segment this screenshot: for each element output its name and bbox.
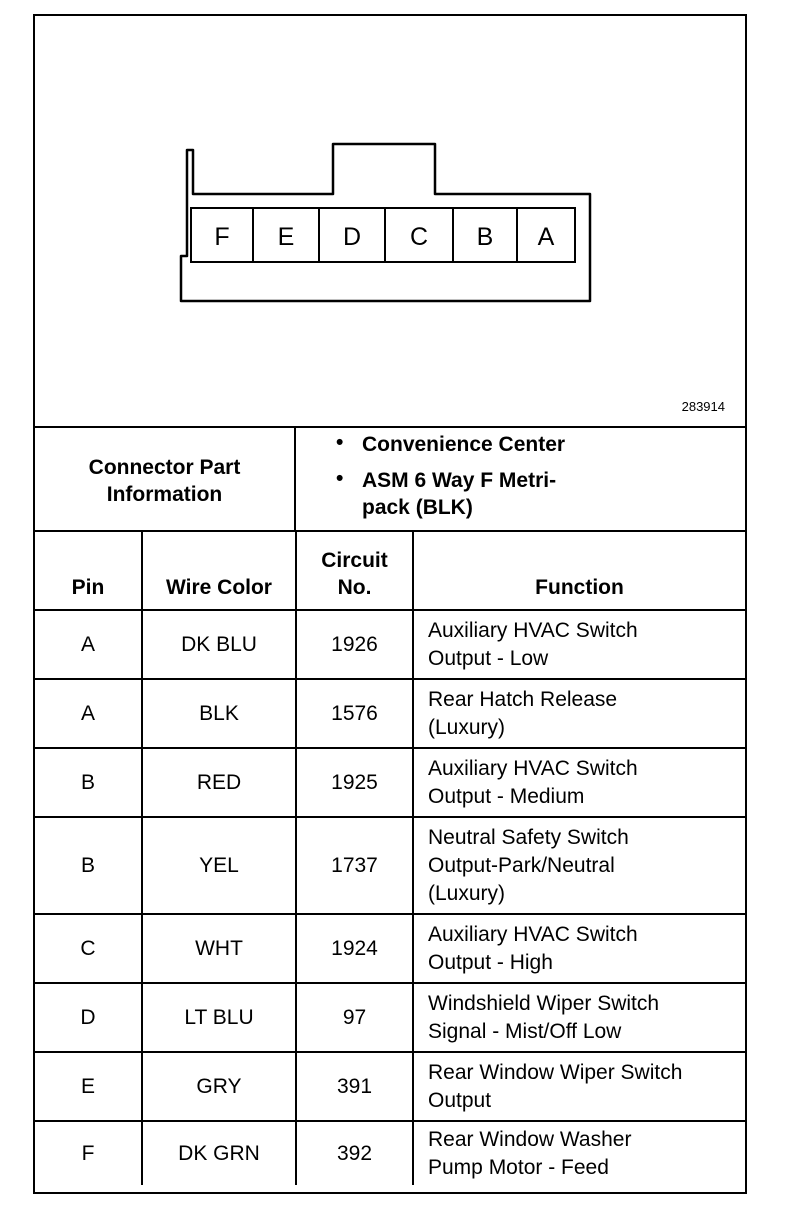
circuit-cell: 1926 <box>296 610 413 679</box>
pin-table <box>35 532 745 1185</box>
connector-part-info-label-text: Connector Part Information <box>88 456 241 506</box>
pin-cell: F <box>35 1121 142 1185</box>
connector-info-item: • ASM 6 Way F Metri-pack (BLK) <box>336 467 557 519</box>
function-line: Windshield Wiper Switch <box>428 991 660 1015</box>
wire-color-cell: RED <box>142 748 296 817</box>
wire-color-cell: BLK <box>142 679 296 748</box>
function-cell <box>413 748 745 817</box>
header-wire-color: Wire Color <box>142 532 296 610</box>
circuit-cell: 391 <box>296 1052 413 1121</box>
table-row <box>35 610 745 679</box>
table-row <box>35 748 745 817</box>
circuit-cell: 97 <box>296 983 413 1052</box>
connector-part-info-list <box>296 426 745 532</box>
circuit-cell: 1737 <box>296 817 413 914</box>
function-line: Signal - Mist/Off Low <box>428 1019 622 1043</box>
wire-color-cell: WHT <box>142 914 296 983</box>
function-line: Output - High <box>428 950 553 974</box>
pin-label-a: A <box>537 223 555 251</box>
table-row <box>35 1052 745 1121</box>
pin-label-d: D <box>342 223 362 251</box>
function-line: Auxiliary HVAC Switch <box>428 922 638 946</box>
function-line: Pump Motor - Feed <box>428 1155 609 1179</box>
wire-color-cell: GRY <box>142 1052 296 1121</box>
wire-color-cell: DK BLU <box>142 610 296 679</box>
table-row <box>35 983 745 1052</box>
header-pin: Pin <box>35 532 142 610</box>
function-line: Output-Park/Neutral <box>428 853 615 877</box>
function-cell <box>413 610 745 679</box>
function-cell <box>413 1052 745 1121</box>
function-line: Auxiliary HVAC Switch <box>428 756 638 780</box>
function-line: Rear Hatch Release <box>428 687 618 711</box>
pin-cell: D <box>35 983 142 1052</box>
table-row <box>35 914 745 983</box>
connector-diagram <box>35 16 745 428</box>
pin-label-c: C <box>409 223 429 251</box>
function-cell <box>413 817 745 914</box>
table-row <box>35 817 745 914</box>
circuit-cell: 1924 <box>296 914 413 983</box>
function-line: (Luxury) <box>428 881 506 905</box>
pin-cell: B <box>35 748 142 817</box>
function-cell <box>413 983 745 1052</box>
function-cell <box>413 914 745 983</box>
function-line: Rear Window Washer <box>428 1127 632 1151</box>
header-function: Function <box>413 532 745 610</box>
pin-label-f: F <box>214 223 230 251</box>
wire-color-cell: LT BLU <box>142 983 296 1052</box>
circuit-cell: 392 <box>296 1121 413 1185</box>
pin-cell: E <box>35 1052 142 1121</box>
function-line: Output - Medium <box>428 784 585 808</box>
circuit-cell: 1576 <box>296 679 413 748</box>
connector-info-item: • Convenience Center <box>336 431 566 456</box>
function-line: Auxiliary HVAC Switch <box>428 618 638 642</box>
pin-cell: C <box>35 914 142 983</box>
function-cell <box>413 679 745 748</box>
wire-color-cell: YEL <box>142 817 296 914</box>
function-cell <box>413 1121 745 1185</box>
pin-table-header-row <box>35 532 745 610</box>
function-line: Neutral Safety Switch <box>428 825 629 849</box>
bullet-icon: • <box>336 431 344 454</box>
bullet-icon: • <box>336 467 344 490</box>
pin-cell: A <box>35 679 142 748</box>
connector-info-sheet <box>33 14 747 1194</box>
circuit-cell: 1925 <box>296 748 413 817</box>
table-row <box>35 1121 745 1185</box>
pin-cell: A <box>35 610 142 679</box>
function-line: Rear Window Wiper Switch <box>428 1060 683 1084</box>
table-row <box>35 679 745 748</box>
pin-label-b: B <box>476 223 494 251</box>
connector-part-info-label <box>35 426 296 532</box>
function-line: (Luxury) <box>428 715 506 739</box>
figure-id: 283914 <box>681 399 725 414</box>
pin-cell: B <box>35 817 142 914</box>
function-line: Output <box>428 1088 492 1112</box>
wire-color-cell: DK GRN <box>142 1121 296 1185</box>
function-line: Output - Low <box>428 646 549 670</box>
header-circuit-no: Circuit No. <box>296 532 413 610</box>
connector-diagram-svg <box>35 16 745 426</box>
pin-label-e: E <box>277 223 295 251</box>
pin-table-body <box>35 610 745 1185</box>
